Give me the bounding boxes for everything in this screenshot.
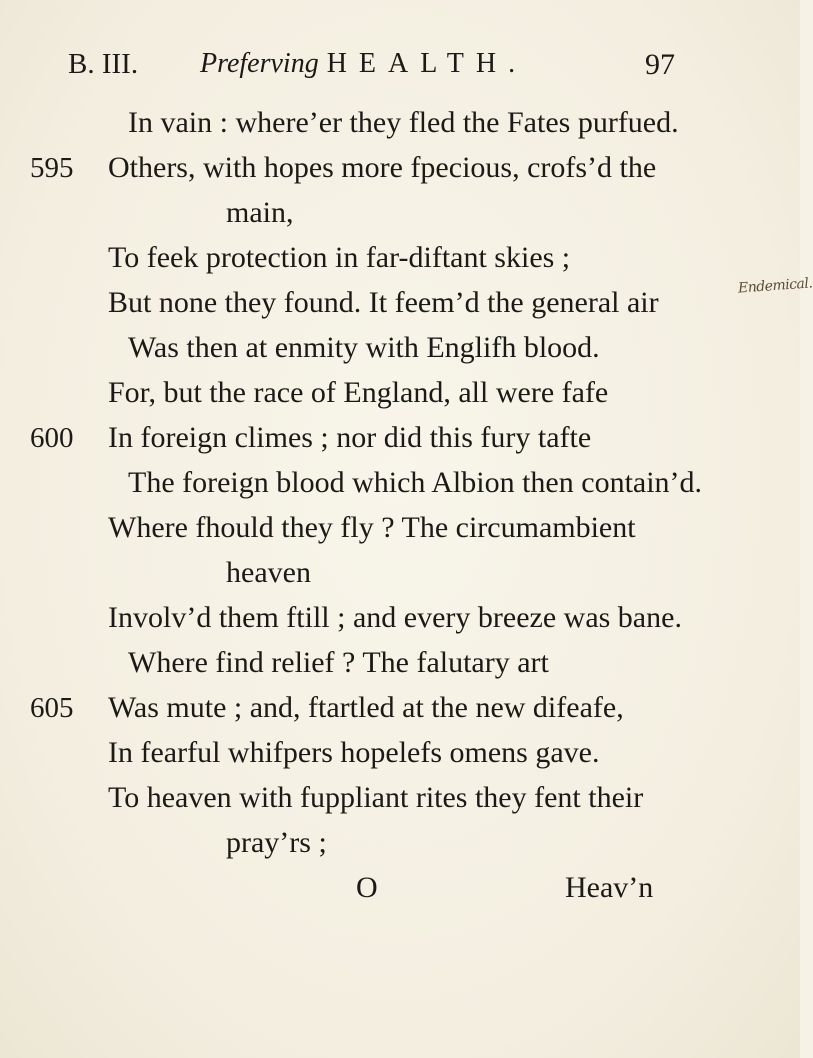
verse-line: Where find relief ? The falutary art (128, 646, 549, 679)
verse-line: Was then at enmity with Englifh blood. (128, 331, 600, 364)
verse-line: In vain : where’er they fled the Fates purfued. (128, 106, 679, 139)
catchword-o: O (356, 871, 378, 904)
handwritten-margin-note: Endemical. (737, 275, 813, 297)
running-header (0, 48, 800, 98)
title-caps: HEALTH. (326, 48, 528, 79)
verse-line: Others, with hopes more fpecious, crofs’d the (108, 151, 657, 184)
verse-line: Involv’d them ftill ; and every breeze was bane. (108, 601, 682, 634)
verse-line: Was mute ; and, ftartled at the new difeafe, (108, 691, 624, 724)
line-number: 605 (30, 692, 74, 724)
verse-line: For, but the race of England, all were fafe (108, 376, 609, 409)
catchword: Heav’n (565, 871, 654, 904)
verse-line: main, (226, 196, 294, 229)
verse-line: The foreign blood which Albion then contain’d. (128, 466, 703, 499)
book-number: B. III. (68, 48, 139, 80)
verse-line: Where fhould they fly ? The circumambient (108, 511, 636, 544)
verse-line: To heaven with fuppliant rites they fent their (108, 781, 644, 814)
verse-line: In foreign climes ; nor did this fury tafte (108, 421, 592, 454)
verse-line: In fearful whifpers hopelefs omens gave. (108, 736, 600, 769)
running-title (200, 48, 527, 80)
verse-line: To feek protection in far-diftant skies ; (108, 241, 571, 274)
verse-line: pray’rs ; (226, 826, 327, 859)
line-number: 600 (30, 422, 74, 454)
line-number: 595 (30, 152, 74, 184)
title-italic: Preferving (200, 48, 319, 79)
verse-line: heaven (226, 556, 311, 589)
verse-line: But none they found. It feem’d the general air (108, 286, 659, 319)
page-number: 97 (645, 48, 675, 81)
